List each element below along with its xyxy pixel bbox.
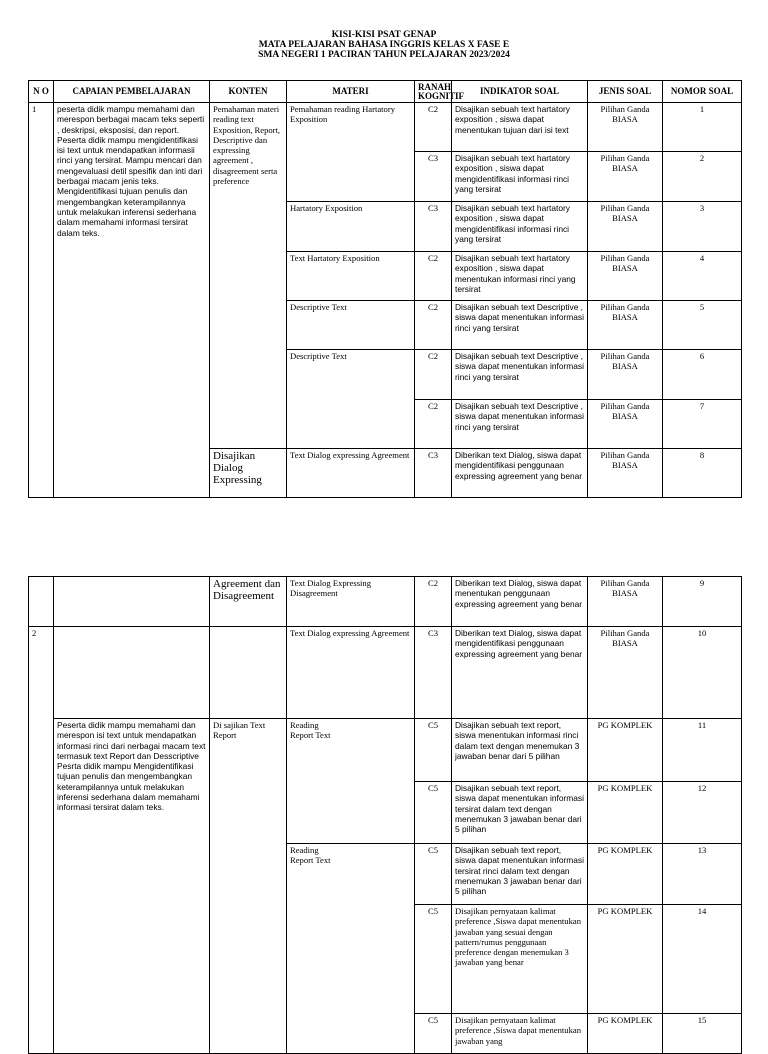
ranah-cell: C3 <box>415 627 452 719</box>
nomor-cell: 10 <box>663 627 742 719</box>
col-nomor: NOMOR SOAL <box>663 81 742 103</box>
materi-cell: Reading Report Text <box>287 719 415 844</box>
table-row <box>29 627 742 708</box>
ranah-cell: C3 <box>415 202 452 252</box>
nomor-cell: 2 <box>663 152 742 202</box>
materi-cell: Text Hartatory Exposition <box>287 252 415 301</box>
doc-school: SMA NEGERI 1 PACIRAN TAHUN PELAJARAN 2023/2024 <box>258 50 510 60</box>
nomor-cell: 6 <box>663 350 742 400</box>
jenis-cell: Pilihan Ganda BIASA <box>588 577 663 627</box>
jenis-cell: Pilihan Ganda BIASA <box>588 301 663 350</box>
jenis-cell: Pilihan Ganda BIASA <box>588 400 663 449</box>
nomor-cell: 7 <box>663 400 742 449</box>
jenis-cell: Pilihan Ganda BIASA <box>588 252 663 301</box>
materi-cell: Pemahaman reading Hartatory Exposition <box>287 103 415 202</box>
ranah-cell: C3 <box>415 152 452 202</box>
doc-title: KISI-KISI PSAT GENAP <box>331 30 437 40</box>
ranah-cell: C2 <box>415 103 452 152</box>
konten-cell: Pemahaman materi reading text Exposition, Report, Descriptive dan expressing agreement , disagreement serta preference <box>210 103 287 449</box>
ranah-cell: C5 <box>415 844 452 905</box>
jenis-cell: Pilihan Ganda BIASA <box>588 202 663 252</box>
konten-cell <box>210 627 287 719</box>
materi-cell: Hartatory Exposition <box>287 202 415 252</box>
ranah-cell: C2 <box>415 577 452 627</box>
kisi-table-page1 <box>28 80 742 498</box>
ranah-cell: C5 <box>415 782 452 844</box>
jenis-cell: PG KOMPLEK <box>588 782 663 844</box>
ranah-cell: C5 <box>415 905 452 1014</box>
col-jenis: JENIS SOAL <box>588 81 663 103</box>
indikator-cell: Diberikan text Dialog, siswa dapat mengidentifikasi penggunaan expressing agreement yang benar <box>452 449 588 498</box>
col-capaian: CAPAIAN PEMBELAJARAN <box>54 81 210 103</box>
indikator-cell: Disajikan sebuah text Descriptive , siswa dapat menentukan informasi rinci yang tersirat <box>452 350 588 400</box>
materi-cell: Reading Report Text <box>287 844 415 1054</box>
indikator-cell: Disajikan sebuah text hartatory exposition , siswa dapat menentukan informasi rinci yang tersirat <box>452 252 588 301</box>
indikator-cell: Diberikan text Dialog, siswa dapat mengidentifikasi penggunaan expressing agreement yang benar <box>452 627 588 719</box>
jenis-cell: PG KOMPLEK <box>588 905 663 1014</box>
jenis-cell: Pilihan Ganda BIASA <box>588 103 663 152</box>
materi-cell: Text Dialog expressing Agreement <box>287 627 415 719</box>
ranah-cell: C5 <box>415 719 452 782</box>
jenis-cell: Pilihan Ganda BIASA <box>588 627 663 719</box>
doc-subject: MATA PELAJARAN BAHASA INGGRIS KELAS X FASE E <box>258 40 510 50</box>
nomor-cell: 9 <box>663 577 742 627</box>
indikator-cell: Disajikan sebuah text report, siswa dapat menentukan informasi tersirat dalam text dengan menemukan 3 jawaban benar dari 5 pilihan <box>452 782 588 844</box>
jenis-cell: Pilihan Ganda BIASA <box>588 152 663 202</box>
nomor-cell: 12 <box>663 782 742 844</box>
indikator-cell: Disajikan pernyataan kalimat preference ,Siswa dapat menentukan jawaban yang <box>452 1014 588 1054</box>
row-number: 1 <box>29 103 54 498</box>
col-indikator: INDIKATOR SOAL <box>452 81 588 103</box>
jenis-cell: Pilihan Ganda BIASA <box>588 350 663 400</box>
indikator-cell: Diberikan text Dialog, siswa dapat menentukan penggunaan expressing agreement yang benar <box>452 577 588 627</box>
col-no: N O <box>29 81 54 103</box>
nomor-cell: 1 <box>663 103 742 152</box>
materi-cell: Text Dialog expressing Agreement <box>287 449 415 498</box>
ranah-cell: C2 <box>415 350 452 400</box>
nomor-cell: 4 <box>663 252 742 301</box>
col-konten: KONTEN <box>210 81 287 103</box>
konten-cell: Agreement dan Disagreement <box>210 577 287 627</box>
col-materi: MATERI <box>287 81 415 103</box>
indikator-cell: Disajikan sebuah text report, siswa menentukan informasi rinci dalam text dengan menemukan 3 jawaban benar dari 5 pilihan <box>452 719 588 782</box>
materi-cell: Descriptive Text <box>287 301 415 350</box>
nomor-cell: 8 <box>663 449 742 498</box>
indikator-cell: Disajikan sebuah text hartatory exposition , siswa dapat menentukan tujuan dari isi text <box>452 103 588 152</box>
row-number <box>29 577 54 627</box>
nomor-cell: 11 <box>663 719 742 782</box>
ranah-cell: C2 <box>415 400 452 449</box>
indikator-cell: Disajikan sebuah text hartatory exposition , siswa dapat mengidentifikasi informasi rinci yang tersirat <box>452 152 588 202</box>
konten-cell: Disajikan Dialog Expressing <box>210 449 287 498</box>
jenis-cell: PG KOMPLEK <box>588 844 663 905</box>
col-ranah: RANAH KOGNITIF <box>415 81 452 103</box>
materi-cell: Descriptive Text <box>287 350 415 449</box>
nomor-cell: 15 <box>663 1014 742 1054</box>
jenis-cell: Pilihan Ganda BIASA <box>588 449 663 498</box>
nomor-cell: 14 <box>663 905 742 1014</box>
kisi-table-page2 <box>28 576 742 1054</box>
materi-cell: Text Dialog Expressing Disagreement <box>287 577 415 627</box>
indikator-cell: Disajikan sebuah text hartatory exposition , siswa dapat mengidentifikasi informasi rinci yang tersirat <box>452 202 588 252</box>
indikator-cell: Disajikan pernyataan kalimat preference ,Siswa dapat menentukan jawaban yang sesuai dengan pattern/rumus penggunaan preference dengan menemukan 3 jawaban yang benar <box>452 905 588 1014</box>
indikator-cell: Disajikan sebuah text Descriptive , siswa dapat menentukan informasi rinci yang tersirat <box>452 400 588 449</box>
jenis-cell: PG KOMPLEK <box>588 1014 663 1054</box>
jenis-cell: PG KOMPLEK <box>588 719 663 782</box>
row-number: 2 <box>29 627 54 1054</box>
indikator-cell: Disajikan sebuah text Descriptive , siswa dapat menentukan informasi rinci yang tersirat <box>452 301 588 350</box>
ranah-cell: C5 <box>415 1014 452 1054</box>
capaian-cell: peserta didik mampu memahami dan merespon berbagai macam teks seperti , deskripsi, eksposisi, dan report. Peserta didik mampu mengidentifikasi isi text untuk mendapatkan informasii rinci yang tersirat. Mampu mencari dan mengevaluasi detil spesifik dan inti dari berbagai macam jenis teks. Mengidentifikasi tujuan penulis dan mengembangkan keterampilannya untuk melakukan inferensi sederhana dalam memahami informasi tersirat dalam teks. <box>54 103 210 498</box>
ranah-cell: C2 <box>415 252 452 301</box>
table-row <box>29 719 742 782</box>
capaian-cell: Peserta didik mampu memahami dan merespon isi text untuk mendapatkan informasi rinci dari nerbagai macam text termasuk text Report dan Desscriptive Pesrta didik mampu Mengidentifikasi tujuan penulis dan mengembangkan keterampilannya untuk melakukan inferensi sederhana dalam memahami informasi tersirat dalam teks. <box>54 719 210 1054</box>
ranah-cell: C2 <box>415 301 452 350</box>
konten-cell: Di sajikan Text Report <box>210 719 287 1054</box>
capaian-cell <box>54 577 210 627</box>
table-row <box>29 103 742 152</box>
table-row <box>29 577 742 627</box>
nomor-cell: 3 <box>663 202 742 252</box>
nomor-cell: 13 <box>663 844 742 905</box>
nomor-cell: 5 <box>663 301 742 350</box>
indikator-cell: Disajikan sebuah text report, siswa dapat menentukan informasi tersirat rinci dalam text dengan menemukan 3 jawaban benar dari 5 pilihan <box>452 844 588 905</box>
capaian-cell <box>54 627 210 719</box>
ranah-cell: C3 <box>415 449 452 498</box>
